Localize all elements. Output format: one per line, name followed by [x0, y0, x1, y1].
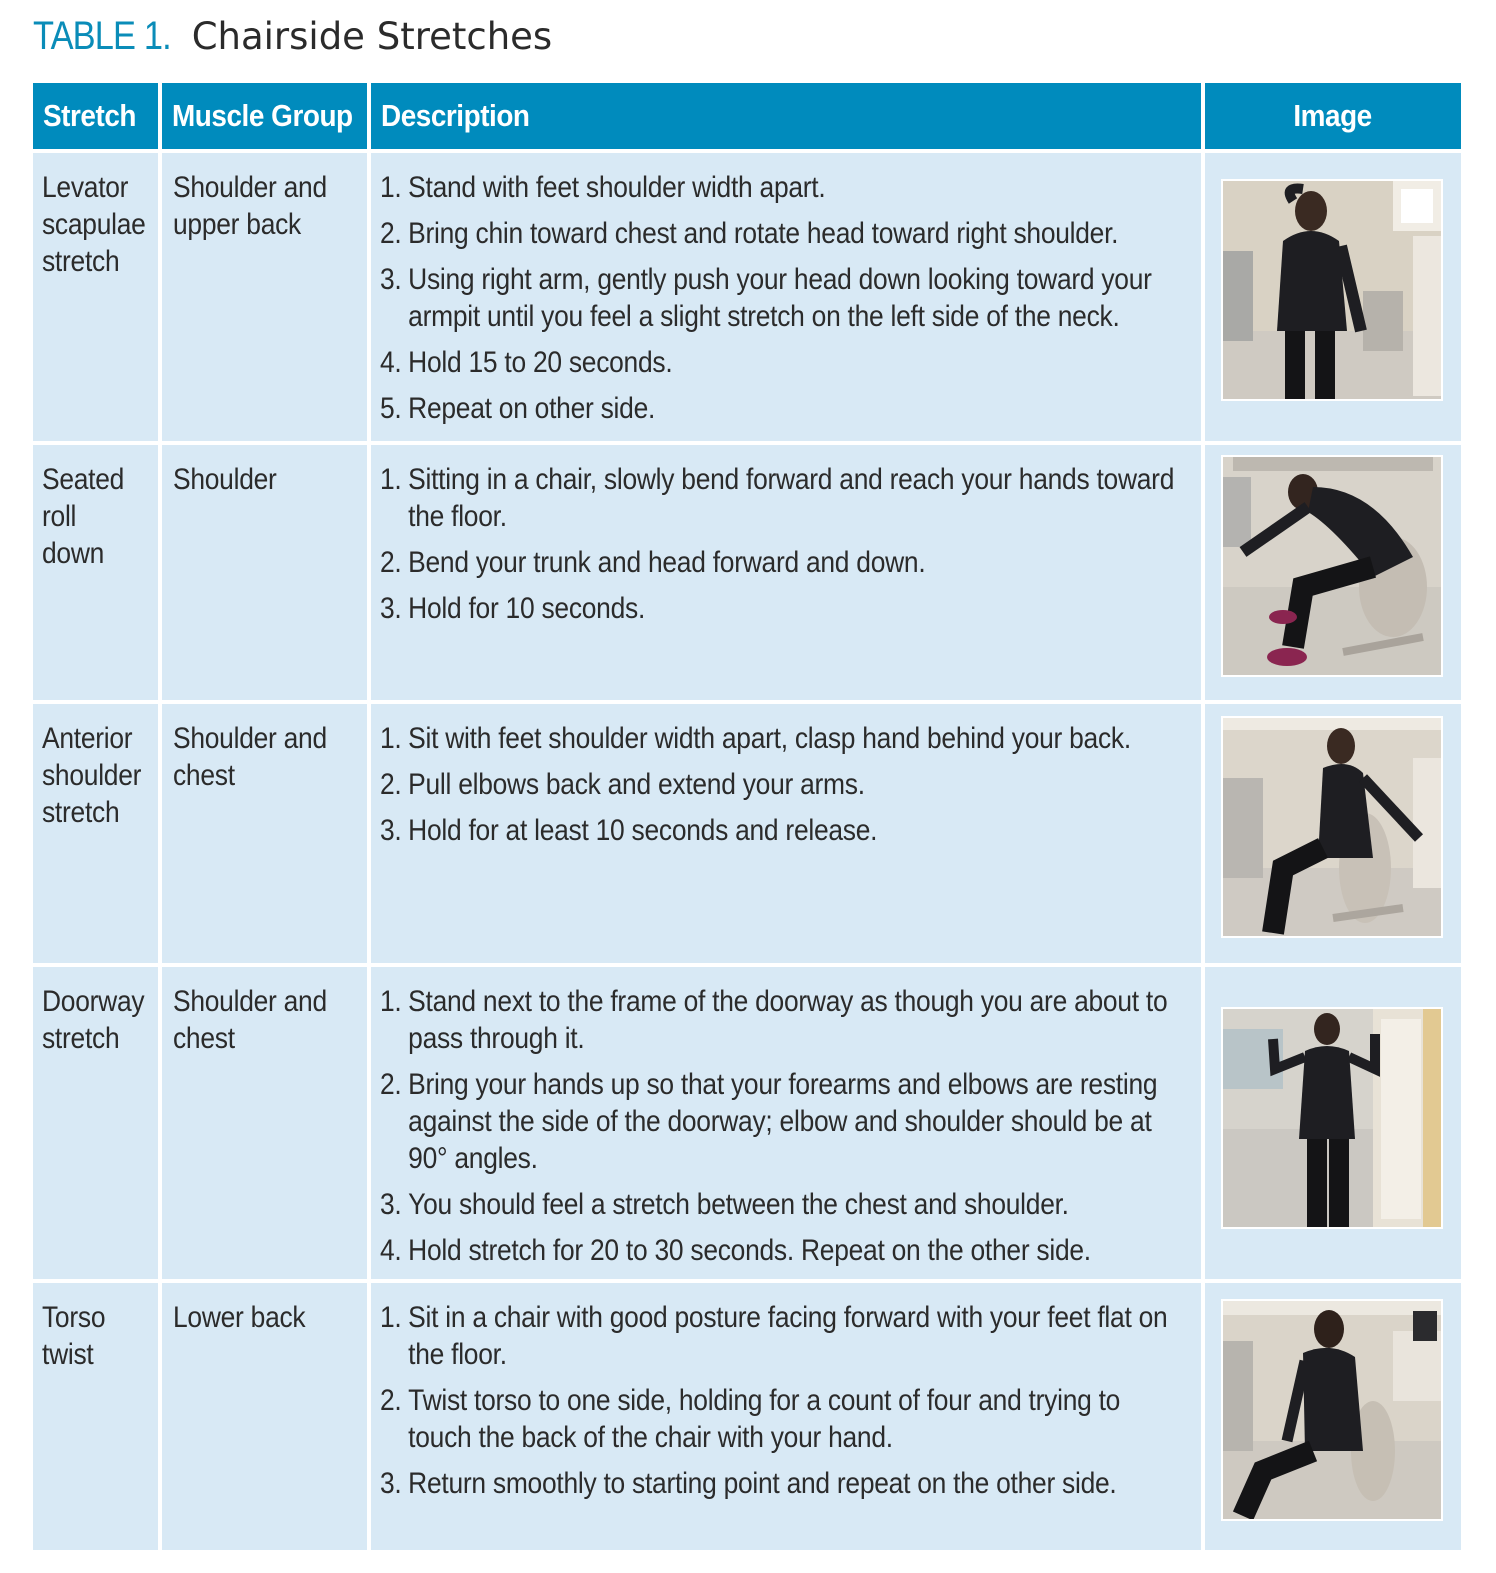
step: 1. Sit in a chair with good posture facing forward with your feet flat on the floor. [380, 1301, 1168, 1371]
muscle-group-cell [162, 967, 367, 1279]
muscle-group: Shoulder [173, 463, 277, 496]
table-row [33, 704, 158, 963]
step: 3. Hold for 10 seconds. [380, 592, 646, 625]
stretch-name: Torso twist [42, 1301, 106, 1371]
table-row [33, 445, 158, 700]
table-row [33, 153, 158, 441]
description-cell [371, 967, 1201, 1279]
step: 2. Twist torso to one side, holding for a count of four and trying to touch the back of the chair with your hand. [380, 1384, 1121, 1454]
step: 5. Repeat on other side. [380, 392, 656, 425]
description-cell [371, 445, 1201, 700]
table-row [33, 1283, 158, 1550]
stretch-photo [1221, 1007, 1443, 1229]
step: 3. Hold for at least 10 seconds and release. [380, 814, 878, 847]
step: 4. Hold 15 to 20 seconds. [380, 346, 673, 379]
image-cell [1205, 153, 1461, 441]
muscle-group: Shoulder and chest [173, 985, 327, 1055]
step: 4. Hold stretch for 20 to 30 seconds. Repeat on the other side. [380, 1234, 1091, 1267]
step: 1. Sit with feet shoulder width apart, clasp hand behind your back. [380, 722, 1131, 755]
stretch-name: Seated roll down [42, 463, 125, 570]
step-list [380, 1299, 1186, 1502]
step: 1. Stand next to the frame of the doorway as though you are about to pass through it. [380, 985, 1168, 1055]
step-list [380, 461, 1186, 627]
stretch-name: Anterior shoulder stretch [42, 722, 142, 829]
muscle-group-cell [162, 704, 367, 963]
step-list [380, 169, 1186, 427]
header-muscle-group: Muscle Group [162, 83, 367, 149]
header-image: Image [1205, 83, 1461, 149]
muscle-group: Lower back [173, 1301, 306, 1334]
stretch-name: Levator scapulae stretch [42, 171, 146, 278]
table-title [33, 14, 552, 70]
muscle-group-cell [162, 153, 367, 441]
stretch-photo [1221, 179, 1443, 401]
stretch-photo [1221, 1299, 1443, 1521]
image-cell [1205, 445, 1461, 700]
header-description: Description [371, 83, 1201, 149]
image-cell [1205, 704, 1461, 963]
image-cell [1205, 967, 1461, 1279]
step: 1. Sitting in a chair, slowly bend forward and reach your hands toward the floor. [380, 463, 1175, 533]
step-list [380, 720, 1186, 849]
step: 2. Bring chin toward chest and rotate head toward right shoulder. [380, 217, 1119, 250]
stretch-name: Doorway stretch [42, 985, 145, 1055]
step: 2. Bring your hands up so that your forearms and elbows are resting against the side of the doorway; elbow and shoulder should be at 90° angles. [380, 1068, 1158, 1175]
description-cell [371, 1283, 1201, 1550]
step: 2. Bend your trunk and head forward and down. [380, 546, 926, 579]
table-title-text: Chairside Stretches [191, 15, 553, 58]
step: 3. You should feel a stretch between the chest and shoulder. [380, 1188, 1069, 1221]
step: 1. Stand with feet shoulder width apart. [380, 171, 826, 204]
image-cell [1205, 1283, 1461, 1550]
stretch-photo [1221, 455, 1443, 677]
muscle-group: Shoulder and upper back [173, 171, 327, 241]
step: 3. Return smoothly to starting point and repeat on the other side. [380, 1467, 1117, 1500]
step-list [380, 983, 1186, 1269]
stretch-photo [1221, 716, 1443, 938]
table-number-label: TABLE 1. [33, 14, 171, 58]
table-row [33, 967, 158, 1279]
description-cell [371, 704, 1201, 963]
step: 2. Pull elbows back and extend your arms. [380, 768, 865, 801]
description-cell [371, 153, 1201, 441]
muscle-group-cell [162, 445, 367, 700]
stretches-table [33, 83, 1461, 1550]
muscle-group-cell [162, 1283, 367, 1550]
header-stretch: Stretch [33, 83, 158, 149]
step: 3. Using right arm, gently push your head down looking toward your armpit until you feel a slight stretch on the left side of the neck. [380, 263, 1152, 333]
muscle-group: Shoulder and chest [173, 722, 327, 792]
